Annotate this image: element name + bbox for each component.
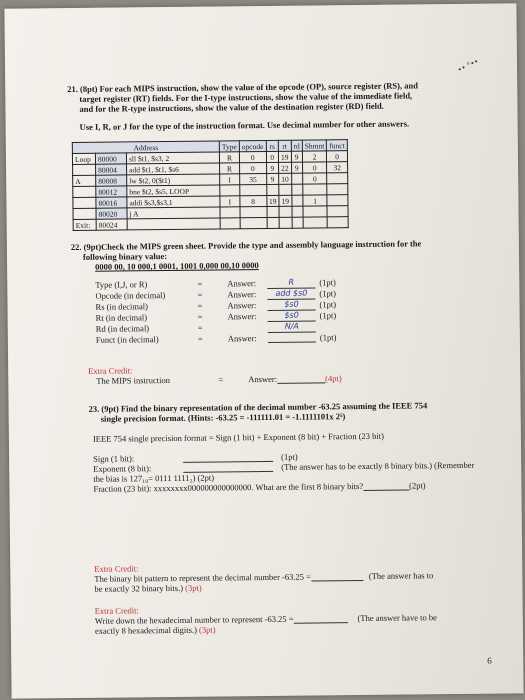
cell-rd: 9 xyxy=(291,151,302,162)
cell-funct xyxy=(327,206,348,217)
q22-item-label: Opcode (in decimal) xyxy=(95,290,166,301)
cell-address: 80008 xyxy=(96,175,127,186)
extra1-blank[interactable] xyxy=(311,571,363,582)
list-item xyxy=(96,332,396,345)
cell-shmnt: 0 xyxy=(302,162,327,173)
q22-extra-pts: (4pt) xyxy=(325,373,342,384)
q23-fraction-label: Fraction (23 bit): xxxxxxxx000000000000000. What are the first 8 binary bits? xyxy=(93,480,364,494)
q23-format: IEEE 754 single precision format = Sign (1 bit) + Exponent (8 bit) + Fraction (23 bit) xyxy=(92,430,385,444)
cell-instruction: bne $t2, $s5, LOOP xyxy=(127,185,220,197)
q22-extra-eq: = xyxy=(218,374,224,385)
cell-address: 80012 xyxy=(96,186,127,197)
cell-rs: 0 xyxy=(266,151,279,162)
cell-rs: 9 xyxy=(266,162,279,173)
q21-note: Use I, R, or J for the type of the instruction format. Use decimal number for other answers. xyxy=(79,118,410,132)
cell-address: 80000 xyxy=(95,153,126,164)
extra1-body xyxy=(94,569,514,593)
cell-rt xyxy=(279,184,292,195)
worksheet-page xyxy=(4,3,523,698)
header-shmnt: Shmnt xyxy=(302,140,327,151)
q22-item-handwritten[interactable]: $s0 xyxy=(267,299,315,311)
extra2-title: Extra Credit: xyxy=(94,605,139,616)
extra2-line1: Write down the hexadecimal number to represent -63.25 = xyxy=(94,613,294,626)
extra2-note: (The answer have to be xyxy=(357,612,437,624)
cell-label xyxy=(73,197,96,208)
cell-instruction: add $t1, $t1, $s6 xyxy=(127,163,220,175)
q23-title: 23. (9pt) Find the binary representation of the decimal number -63.25 assuming the IEEE 754 xyxy=(88,400,428,414)
q22-item-eq: = xyxy=(197,311,203,322)
cell-rt: 10 xyxy=(279,173,292,184)
cell-rs: 19 xyxy=(266,195,279,206)
q22-item-label: Rs (in decimal) xyxy=(95,301,148,312)
q21-line2: target register (RT) fields. For the I-type instructions, show the value of the immediate field, xyxy=(79,90,413,104)
extra2-pts: (3pt) xyxy=(198,624,216,635)
cell-instruction: j A xyxy=(127,207,220,219)
cell-type: R xyxy=(219,152,239,163)
cell-rt: 19 xyxy=(279,195,292,206)
header-rd: rd xyxy=(291,140,302,151)
cell-funct xyxy=(327,195,348,206)
q22-extra-answer: Answer: xyxy=(248,373,278,385)
q22-item-handwritten[interactable]: R xyxy=(267,277,315,289)
extra1-line2: be exactly 32 binary bits.) xyxy=(94,582,184,594)
q22-item-answer: Answer: xyxy=(227,311,257,322)
q22-item-pts: (1pt) xyxy=(319,277,336,288)
cell-shmnt: 0 xyxy=(302,173,327,184)
cell-rd xyxy=(292,206,303,217)
extra1-line1: The binary bit pattern to represent the decimal number -63.25 = xyxy=(94,571,311,584)
cell-type: I xyxy=(220,174,240,185)
extra2-blank[interactable] xyxy=(293,613,347,624)
cell-label: A xyxy=(73,175,96,186)
cell-rs: 9 xyxy=(266,173,279,184)
q23-sign-pts: (1pt) xyxy=(281,451,298,462)
q22-extra-row xyxy=(96,373,396,386)
cell-opcode: 8 xyxy=(240,195,267,206)
cell-rs xyxy=(266,184,279,195)
q22-title: 22. (9pt)Check the MIPS green sheet. Provide the type and assembly language instruction for the xyxy=(70,238,422,253)
cell-address: 80004 xyxy=(96,164,127,175)
q22-item-label: Type (I,J, or R) xyxy=(95,279,148,290)
q22-item-answer xyxy=(228,322,268,333)
q22-item-eq: = xyxy=(197,300,203,311)
q21-text xyxy=(67,79,507,114)
cell-address: 80020 xyxy=(96,208,127,219)
cell-label: Exit: xyxy=(73,219,96,230)
cell-rd xyxy=(291,195,302,206)
cell-opcode: 0 xyxy=(239,151,266,162)
header-rt: rt xyxy=(278,140,291,151)
cell-instruction: lw $t2, 0($t1) xyxy=(127,174,220,186)
q21-title: 21. (8pt) For each MIPS instruction, show the value of the opcode (OP), source register (RS), and xyxy=(67,80,418,95)
q22-item-label: Funct (in decimal) xyxy=(95,334,159,345)
page-number: 6 xyxy=(487,655,492,666)
q22-item-eq: = xyxy=(197,333,203,344)
cell-address: 80016 xyxy=(96,197,127,208)
cell-funct xyxy=(327,184,348,195)
q22-item-answer: Answer: xyxy=(227,333,257,344)
cell-funct xyxy=(327,173,348,184)
q22-item-handwritten[interactable] xyxy=(268,332,316,343)
cell-rd xyxy=(291,173,302,184)
q23-exp-blank[interactable] xyxy=(183,462,273,473)
cell-type xyxy=(220,207,240,218)
q22-item-eq: = xyxy=(197,289,203,300)
cell-funct: 32 xyxy=(327,162,348,173)
q22-item-eq: = xyxy=(197,278,203,289)
cell-rs xyxy=(267,206,280,217)
header-rs: rs xyxy=(266,140,279,151)
q22-extra-blank[interactable] xyxy=(277,373,325,384)
q22-extra-label: The MIPS instruction xyxy=(96,374,171,386)
cell-funct: 0 xyxy=(327,151,348,162)
cell-rd xyxy=(291,184,302,195)
q22-answer-list xyxy=(95,277,396,345)
cell-shmnt: 1 xyxy=(303,195,328,206)
header-funct: funct xyxy=(327,140,348,151)
extra1-pts: (3pt) xyxy=(185,582,202,593)
q22-binary: 0000 00, 10 000,1 0001, 1001 0,000 00,10 0000 xyxy=(95,260,259,272)
q22-item-label: Rt (in decimal) xyxy=(95,312,148,323)
cell-type xyxy=(220,218,240,229)
q23-sign-label: Sign (1 bit): xyxy=(93,453,135,464)
q23-fraction-pts: (2pt) xyxy=(409,480,426,491)
cell-rd xyxy=(292,217,303,228)
cell-label xyxy=(73,208,96,219)
q23-exp-label: Exponent (8 bit): xyxy=(93,463,152,474)
q22-line2: following binary value: xyxy=(82,251,168,262)
cell-opcode xyxy=(240,217,267,228)
cell-rt: 22 xyxy=(279,162,292,173)
cell-shmnt xyxy=(303,217,328,228)
corner-pen-mark: •• °•• xyxy=(456,57,480,75)
cell-type xyxy=(220,185,240,196)
q23-text xyxy=(89,399,519,424)
cell-rt xyxy=(279,217,292,228)
cell-rs xyxy=(267,217,280,228)
q22-item-handwritten[interactable]: add $s0 xyxy=(267,288,315,300)
table-row xyxy=(73,217,348,231)
cell-type: R xyxy=(220,163,240,174)
q22-item-pts xyxy=(316,321,320,332)
q23-parts xyxy=(93,449,513,493)
extra2-body xyxy=(95,611,515,635)
extra1-note: (The answer has to xyxy=(368,570,434,581)
cell-shmnt xyxy=(303,206,328,217)
cell-instruction xyxy=(127,218,220,230)
cell-instruction: addi $s3,$s3,1 xyxy=(127,196,220,208)
mips-instruction-table xyxy=(72,139,349,231)
header-address: Address xyxy=(72,141,219,154)
q23-fraction-blank[interactable] xyxy=(363,480,409,490)
q22-item-answer: Answer: xyxy=(227,300,257,311)
q22-text xyxy=(71,237,511,272)
header-type: Type xyxy=(219,141,239,152)
q21-line3: and for the R-type instructions, show the value of the destination register (RD) field. xyxy=(79,100,384,114)
q22-item-pts: (1pt) xyxy=(319,299,337,310)
cell-type: I xyxy=(220,196,240,207)
cell-opcode: 0 xyxy=(239,162,266,173)
cell-shmnt xyxy=(303,184,328,195)
q22-item-answer: Answer: xyxy=(227,278,257,289)
header-opcode: opcode xyxy=(239,140,266,151)
q23-bias: the bias is 127₁₀= 0111 1111₂) (2pt) xyxy=(93,472,215,484)
q22-item-pts: (1pt) xyxy=(319,310,337,321)
cell-instruction: sll $t1, $s3, 2 xyxy=(126,152,219,164)
q22-extra-title: Extra Credit: xyxy=(88,365,133,376)
cell-rd: 9 xyxy=(291,162,302,173)
cell-shmnt: 2 xyxy=(302,151,327,162)
q23-line2: single precision format. (Hints: -63.25 = -111111.01 = -1.1111101x 2⁵) xyxy=(100,411,346,424)
extra2-line2: exactly 8 hexadecimal digits.) xyxy=(94,624,197,636)
cell-opcode xyxy=(240,184,267,195)
q22-item-pts: (1pt) xyxy=(319,332,337,343)
q22-item-label: Rd (in decimal) xyxy=(95,323,150,334)
cell-funct xyxy=(328,217,349,228)
cell-label: Loop xyxy=(72,153,95,164)
q22-item-eq: = xyxy=(197,322,203,333)
q22-item-pts: (1pt) xyxy=(319,288,336,299)
cell-label xyxy=(73,186,96,197)
q22-item-answer: Answer: xyxy=(227,289,257,300)
cell-rt: 19 xyxy=(278,151,291,162)
cell-opcode xyxy=(240,206,267,217)
cell-opcode: 35 xyxy=(240,173,267,184)
cell-label xyxy=(73,164,96,175)
q22-item-handwritten[interactable]: $s0 xyxy=(268,310,316,322)
q23-exp-note: (The answer has to be exactly 8 binary bits.) (Remember xyxy=(281,459,475,472)
q22-item-handwritten[interactable]: N/A xyxy=(268,321,316,333)
extra1-title: Extra Credit: xyxy=(94,563,139,574)
cell-address: 80024 xyxy=(96,219,127,230)
cell-rt xyxy=(279,206,292,217)
